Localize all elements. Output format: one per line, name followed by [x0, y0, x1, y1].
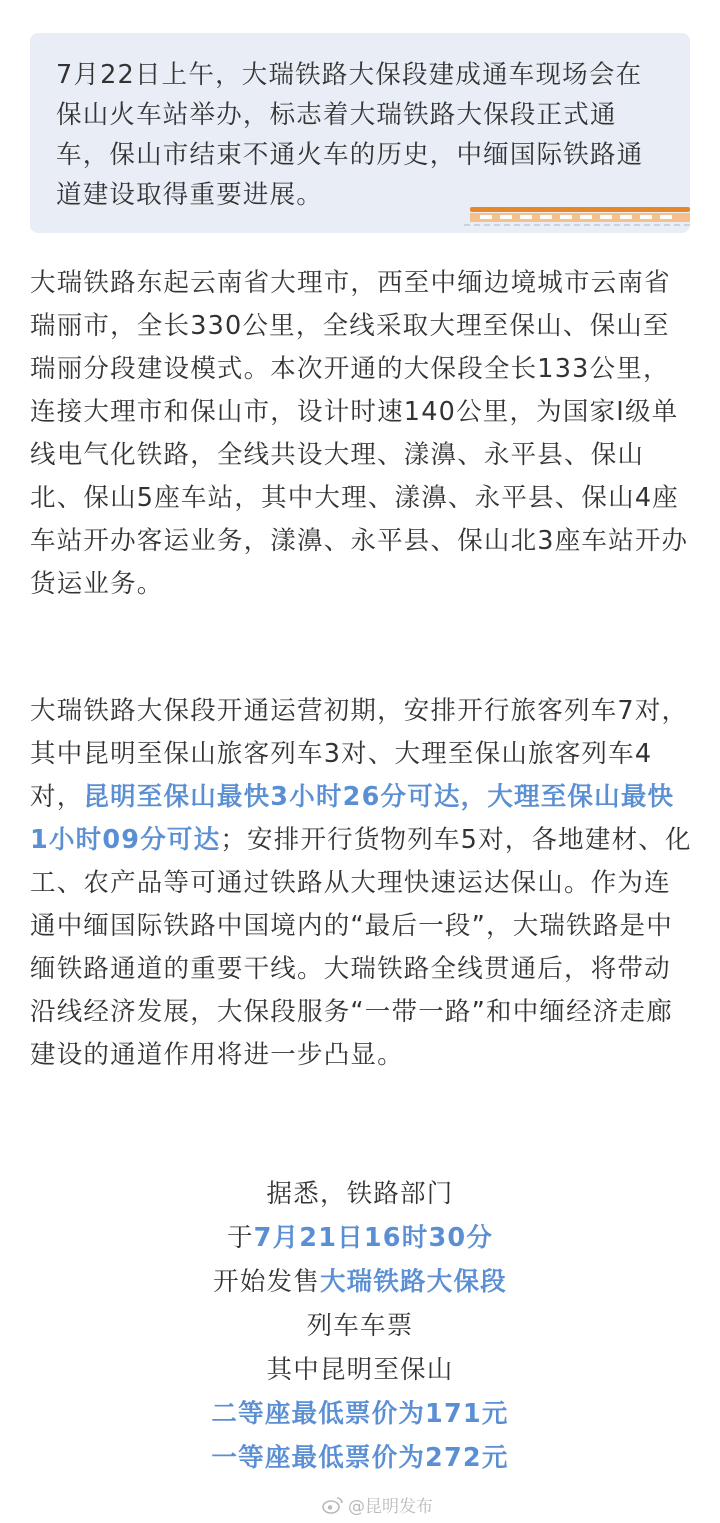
watermark	[322, 1492, 433, 1517]
watermark-text: @昆明发布	[348, 1497, 433, 1517]
ticket-notice	[0, 1172, 720, 1480]
paragraph-2-highlight: 昆明至保山最快3小时26分可达，大理至保山最快1小时09分可达	[30, 782, 675, 855]
body-paragraph-2	[30, 690, 692, 1077]
weibo-logo-icon	[322, 1496, 344, 1514]
notice-line-4: 列车车票	[306, 1311, 414, 1341]
body-paragraph-1: 大瑞铁路东起云南省大理市，西至中缅边境城市云南省瑞丽市，全长330公里，全线采取大理至保山、保山至瑞丽分段建设模式。本次开通的大保段全长133公里，连接大理市和保山市，设计时速140公里，为国家I级单线电气化铁路，全线共设大理、漾濞、永平县、保山北、保山5座车站，其中大理、漾濞、永平县、保山4座车站开办客运业务，漾濞、永平县、保山北3座车站开办货运业务。	[30, 268, 689, 599]
paragraph-2-text-b: ；安排开行货物列车5对，各地建材、化工、农产品等可通过铁路从大理快速运达保山。作为连通中缅国际铁路中国境内的“最后一段”，大瑞铁路是中缅铁路通道的重要干线。大瑞铁路全线贯通后，将带动沿线经济发展，大保段服务“一带一路”和中缅经济走廊建设的通道作用将进一步凸显。	[30, 825, 692, 1070]
summary-text: 7月22日上午，大瑞铁路大保段建成通车现场会在保山火车站举办，标志着大瑞铁路大保段正式通车，保山市结束不通火车的历史，中缅国际铁路通道建设取得重要进展。	[56, 60, 644, 210]
railway-section-highlight: 大瑞铁路大保段	[319, 1267, 507, 1297]
first-class-price: 一等座最低票价为272元	[211, 1443, 509, 1473]
notice-line-5: 其中昆明至保山	[266, 1355, 454, 1385]
sale-time-highlight: 7月21日16时30分	[253, 1223, 494, 1253]
notice-line-3	[0, 1260, 720, 1304]
notice-line-1: 据悉，铁路部门	[266, 1179, 454, 1209]
summary-box	[30, 33, 690, 233]
notice-line-3-prefix: 开始发售	[213, 1267, 320, 1297]
notice-line-2-prefix: 于	[226, 1223, 254, 1253]
paragraph-2-text-a: 大瑞铁路大保段开通运营初期，安排开行旅客列车7对，其中昆明至保山旅客列车3对、大理至保山旅客列车4对，	[30, 696, 689, 812]
notice-line-2	[0, 1216, 720, 1260]
train-decoration-icon	[464, 201, 690, 227]
second-class-price: 二等座最低票价为171元	[211, 1399, 509, 1429]
